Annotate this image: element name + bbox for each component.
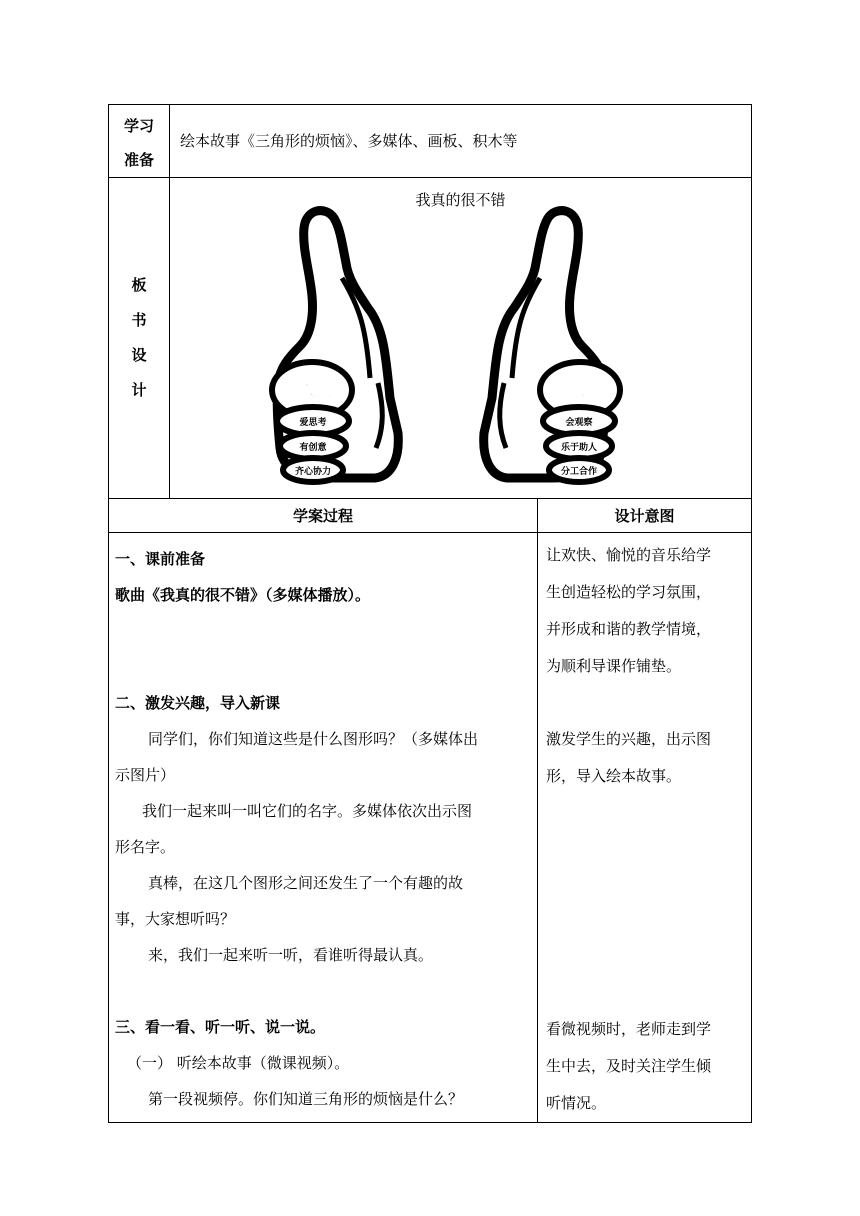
section-1-title: 一、课前准备 bbox=[115, 550, 206, 568]
section-2-paragraph: 真棒，在这几个图形之间还发生了一个有趣的故 bbox=[148, 874, 464, 892]
right-finger-label: 分工合作 bbox=[560, 467, 598, 477]
process-cell bbox=[109, 533, 538, 1123]
prep-row bbox=[109, 105, 752, 178]
design-line: 为顺利导课作铺垫。 bbox=[546, 657, 682, 675]
prep-label-line2: 准备 bbox=[123, 151, 154, 169]
board-row bbox=[109, 178, 752, 499]
board-design-cell bbox=[170, 178, 752, 499]
content-row bbox=[109, 533, 752, 1123]
section-2-paragraph: 同学们，你们知道这些是什么图形吗？（多媒体出 bbox=[148, 730, 479, 748]
design-header: 设计意图 bbox=[538, 499, 752, 533]
board-label-char: 书 bbox=[131, 311, 147, 329]
left-finger-label: 齐心协力 bbox=[294, 467, 332, 477]
section-2-title: 二、激发兴趣，导入新课 bbox=[115, 694, 281, 712]
section-2-paragraph: 来，我们一起来听一听，看谁听得最认真。 bbox=[148, 946, 434, 964]
right-finger-label: 乐于助人 bbox=[560, 443, 598, 453]
left-thumbs-up-icon bbox=[272, 211, 398, 482]
right-thumbs-up-icon bbox=[484, 211, 620, 482]
board-label-char: 板 bbox=[131, 276, 147, 294]
left-finger-label: 有创意 bbox=[299, 443, 327, 453]
section-2-paragraph-cont: 形名字。 bbox=[115, 838, 176, 856]
header-row bbox=[109, 499, 752, 533]
prep-text: 绘本故事《三角形的烦恼》、多媒体、画板、积木等 bbox=[170, 105, 752, 178]
board-label-char: 计 bbox=[131, 381, 147, 399]
design-line: 听情况。 bbox=[546, 1094, 607, 1112]
lesson-plan-table bbox=[108, 104, 752, 1123]
right-finger-label: 会观察 bbox=[565, 418, 593, 428]
prep-label bbox=[109, 105, 170, 178]
design-line: 形，导入绘本故事。 bbox=[546, 767, 682, 785]
left-hand-main-label: 认真 bbox=[296, 379, 332, 400]
design-line: 并形成和谐的教学情境， bbox=[546, 620, 712, 638]
section-3-paragraph: 第一段视频停。你们知道三角形的烦恼是什么？ bbox=[148, 1090, 464, 1108]
process-header: 学案过程 bbox=[109, 499, 538, 533]
thumbs-up-diagram bbox=[170, 178, 750, 498]
section-3-subtitle: （一） 听绘本故事（微课视频）。 bbox=[127, 1054, 350, 1072]
board-title: 我真的很不错 bbox=[415, 191, 506, 209]
prep-label-line1: 学习 bbox=[123, 117, 154, 135]
design-line: 生中去，及时关注学生倾 bbox=[546, 1057, 712, 1075]
design-line: 让欢快、愉悦的音乐给学 bbox=[546, 546, 712, 564]
right-hand-main-label: 专注 bbox=[562, 379, 598, 400]
section-2-paragraph-cont: 事，大家想听吗？ bbox=[115, 910, 236, 928]
section-1-paragraph: 歌曲《我真的很不错》（多媒体播放）。 bbox=[115, 586, 371, 604]
section-2-paragraph: 我们一起来叫一叫它们的名字。多媒体依次出示图 bbox=[142, 802, 473, 820]
design-line: 看微视频时，老师走到学 bbox=[546, 1020, 712, 1038]
section-3-title: 三、看一看、听一听、说一说。 bbox=[115, 1018, 326, 1036]
board-label bbox=[109, 178, 170, 499]
section-2-paragraph-cont: 示图片） bbox=[115, 766, 176, 784]
design-line: 生创造轻松的学习氛围， bbox=[546, 583, 712, 601]
design-line: 激发学生的兴趣，出示图 bbox=[546, 730, 712, 748]
design-cell bbox=[538, 533, 752, 1123]
left-finger-label: 爱思考 bbox=[299, 418, 327, 428]
board-label-char: 设 bbox=[131, 346, 147, 364]
